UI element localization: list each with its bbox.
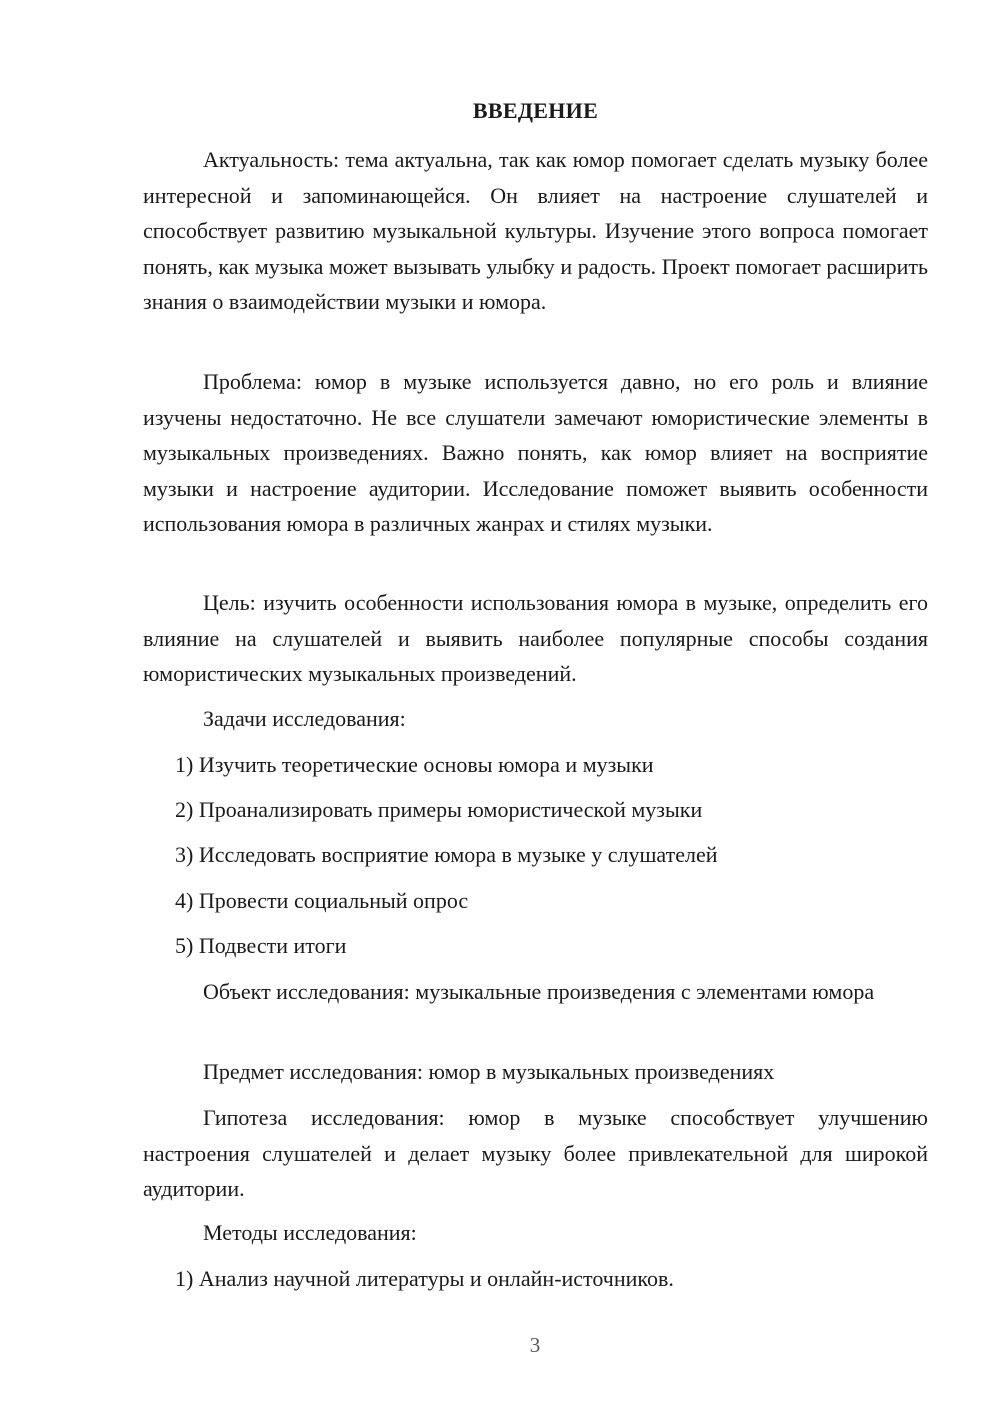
method-item: 1) Анализ научной литературы и онлайн-источников. xyxy=(175,1266,674,1291)
relevance-paragraph: Актуальность: тема актуальна, так как юмор помогает сделать музыку более интересной и запоминающейся. Он влияет на настроение слушателей и способствует развитию музыкальной культуры. Изучение этого вопроса помогает понять, как музыка может вызывать улыбку и радость. Проект помогает расширить знания о взаимодействии музыки и юмора. xyxy=(143,147,928,314)
goal-paragraph: Цель: изучить особенности использования юмора в музыке, определить его влияние на слушателей и выявить наиболее популярные способы создания юмористических музыкальных произведений. xyxy=(143,590,928,686)
methods-title: Методы исследования: xyxy=(203,1220,417,1245)
object-paragraph: Объект исследования: музыкальные произведения с элементами юмора xyxy=(203,979,875,1004)
task-item: 4) Провести социальный опрос xyxy=(175,888,469,913)
task-item: 1) Изучить теоретические основы юмора и музыки xyxy=(175,752,654,777)
hypothesis-paragraph: Гипотеза исследования: юмор в музыке способствует улучшению настроения слушателей и делает музыку более привлекательной для широкой аудитории. xyxy=(143,1105,928,1201)
tasks-title: Задачи исследования: xyxy=(203,706,406,731)
task-item: 3) Исследовать восприятие юмора в музыке у слушателей xyxy=(175,842,718,867)
subject-paragraph: Предмет исследования: юмор в музыкальных произведениях xyxy=(203,1059,775,1084)
task-item: 5) Подвести итоги xyxy=(175,933,347,958)
page-number: 3 xyxy=(529,1333,541,1357)
problem-paragraph: Проблема: юмор в музыке используется давно, но его роль и влияние изучены недостаточно. Не все слушатели замечают юмористические элементы в музыкальных произведениях. Важно понять, как юмор влияет на восприятие музыки и настроение аудитории. Исследование поможет выявить особенности использования юмора в различных жанрах и стилях музыки. xyxy=(143,369,928,536)
task-item: 2) Проанализировать примеры юмористической музыки xyxy=(175,797,703,822)
section-heading: ВВЕДЕНИЕ xyxy=(472,98,599,123)
